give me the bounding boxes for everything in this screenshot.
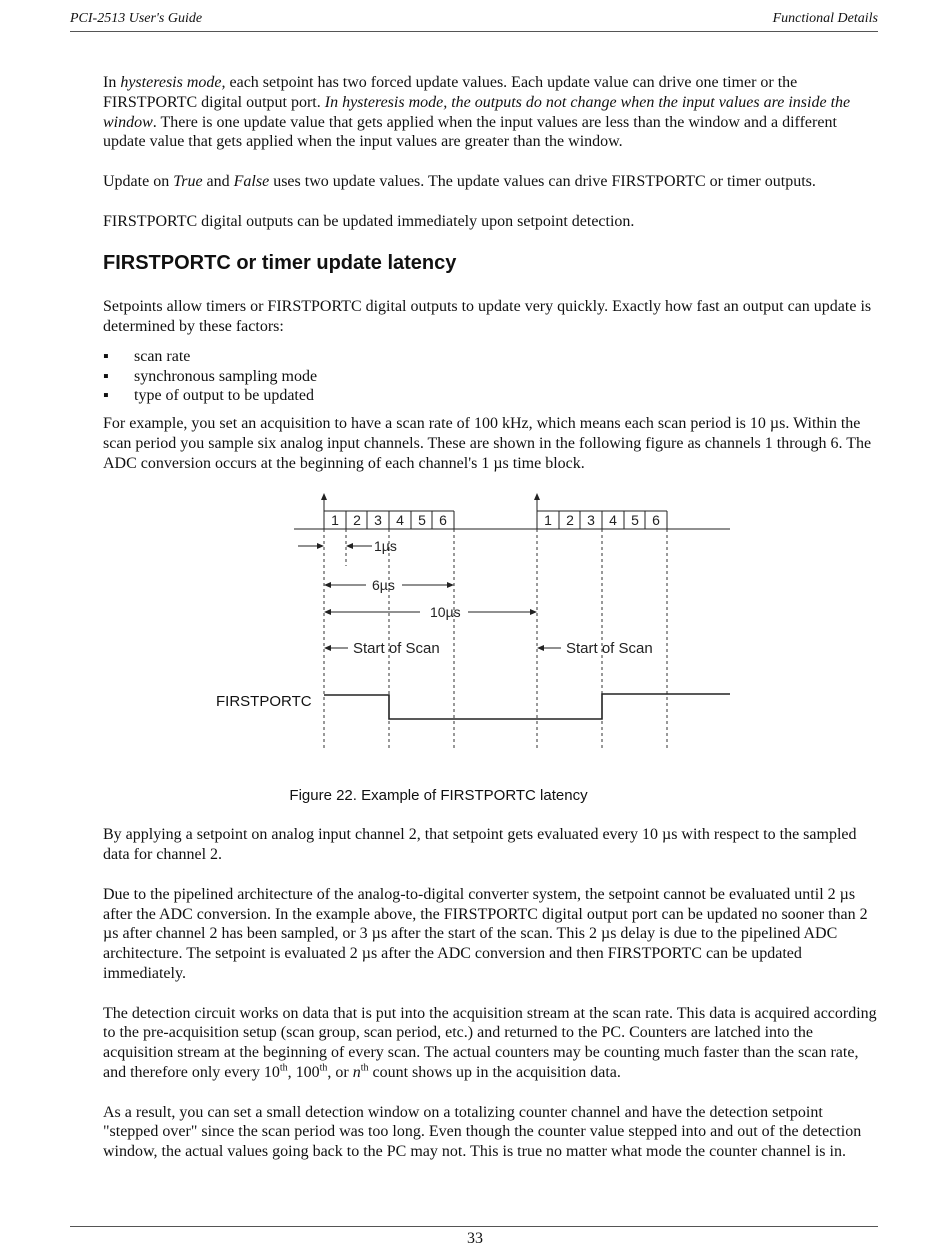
header-doc-title: PCI-2513 User's Guide [70,11,203,26]
channel-label: 2 [353,511,361,528]
latency-figure [103,486,878,786]
italic-text: False [233,172,270,190]
arrowhead-icon [537,645,544,651]
figure-caption: Figure 22. Example of FIRSTPORTC latency [289,786,588,804]
start-of-scan-label: Start of Scan [353,639,440,657]
italic-text: n [352,1063,361,1081]
text: The detection circuit works on data that is put into the acquisition stream at the scan rate. This data is acquired according to the pre-acquisition setup (scan group, scan period, etc.) and returned to the PC. Counters are latched into the acquisition stream at the beginning of every scan. The actual counters may be counting much faster than the scan rate, and therefore only every 10 [103,1004,877,1081]
channel-label: 1 [331,511,339,528]
text: uses two update values. The update values can drive FIRSTPORTC or timer outputs. [269,172,816,190]
channel-label: 5 [631,511,639,528]
paragraph-hysteresis [103,73,878,152]
arrowhead-icon [534,493,540,500]
arrowhead-icon [324,582,331,588]
paragraph-firstportc-outputs: FIRSTPORTC digital outputs can be updated immediately upon setpoint detection. [103,212,635,230]
channel-blocks-scan-2 [537,511,667,529]
bullet-icon: ▪ [103,367,109,385]
paragraph-setpoints: Setpoints allow timers or FIRSTPORTC digital outputs to update very quickly. Exactly how fast an output can update is determined by these factors: [103,298,872,335]
arrowhead-icon [324,609,331,615]
label-1us: 1µs [374,537,397,554]
channel-labels [331,512,660,528]
italic-text: hysteresis mode, [120,74,226,91]
channel-label: 5 [418,511,426,528]
paragraph-update-true-false [103,172,878,192]
firstportc-waveform [324,694,730,719]
label-10us: 10µs [430,603,461,620]
footer-rule [70,1226,878,1227]
superscript: th [360,1062,369,1074]
channel-label: 3 [374,511,382,528]
dashed-guides [324,529,667,748]
superscript: th [279,1062,288,1074]
paragraph-channel-2: By applying a setpoint on analog input channel 2, that setpoint gets evaluated every 10 µs with respect to the sampled data for channel 2. [103,826,857,864]
list-item-text: scan rate [134,347,191,365]
paragraph-example: For example, you set an acquisition to have a scan rate of 100 kHz, which means each scan period is 10 µs. Within the scan period you sample six analog input channels. These are shown in the following figure as channels 1 through 6. The ADC conversion occurs at the beginning of each channel's 1 µs time block. [103,415,872,472]
channel-label: 4 [609,511,617,528]
italic-text: True [173,172,203,190]
text: Update on [103,172,174,190]
start-of-scan-label: Start of Scan [566,639,653,657]
italic-text: In hysteresis mode, the outputs do not change when the input values are inside the window [103,93,851,131]
text: , or [327,1063,353,1081]
page-body [103,73,878,1182]
text: count shows up in the acquisition data. [368,1063,621,1081]
arrowhead-icon [447,582,454,588]
list-item-text: type of output to be updated [134,387,314,405]
channel-label: 6 [439,511,447,528]
page-number: 33 [467,1230,483,1247]
text: and [202,172,234,190]
arrowhead-icon [346,543,353,549]
bullet-icon: ▪ [103,347,109,365]
superscript: th [319,1062,328,1074]
paragraph-pipelined: Due to the pipelined architecture of the analog-to-digital converter system, the setpoint cannot be evaluated until 2 µs after the ADC conversion. In the example above, the FIRSTPORTC digital output port can be updated no sooner than 2 µs after channel 2 has been sampled, or 3 µs after the start of the scan. This 2 µs delay is due to the pipelined ADC architecture. The setpoint is evaluated 2 µs after the ADC conversion and then FIRSTPORTC can be updated immediately. [103,885,868,982]
arrowhead-icon [321,493,327,500]
arrowhead-icon [530,609,537,615]
arrowhead-icon [324,645,331,651]
paragraph-detection-circuit [103,1004,878,1083]
text: each setpoint has two forced update values. Each update value can drive one timer or the FIRSTPORTC digital output port. [103,74,798,111]
list-item [103,386,878,406]
section-heading: FIRSTPORTC or timer update latency [103,252,457,275]
channel-label: 4 [396,511,404,528]
text: . There is one update value that gets applied when the input values are less than the window and a different update value that gets applied when the input values are greater than the window. [103,113,837,151]
list-item [103,347,878,367]
paragraph-result: As a result, you can set a small detection window on a totalizing counter channel and have the detection setpoint "stepped over" since the scan period was too long. Even though the counter value stepped into and out of the detection window, the actual values going back to the PC may not. This is true no matter what mode the counter channel is in. [103,1103,862,1161]
list-item-text: synchronous sampling mode [134,367,318,385]
text: In [103,74,121,91]
signal-label: FIRSTPORTC [216,692,312,710]
list-item [103,367,878,387]
label-6us: 6µs [372,576,395,593]
arrowhead-icon [317,543,324,549]
text: , 100 [287,1063,320,1081]
channel-label: 2 [566,511,574,528]
header-section-title: Functional Details [772,11,878,26]
channel-label: 1 [544,511,552,528]
page-header [70,11,878,32]
factor-list [103,347,878,406]
timing-diagram [0,486,950,786]
channel-label: 3 [587,511,595,528]
channel-label: 6 [652,511,660,528]
bullet-icon: ▪ [103,387,109,405]
channel-blocks-scan-1 [324,511,454,529]
